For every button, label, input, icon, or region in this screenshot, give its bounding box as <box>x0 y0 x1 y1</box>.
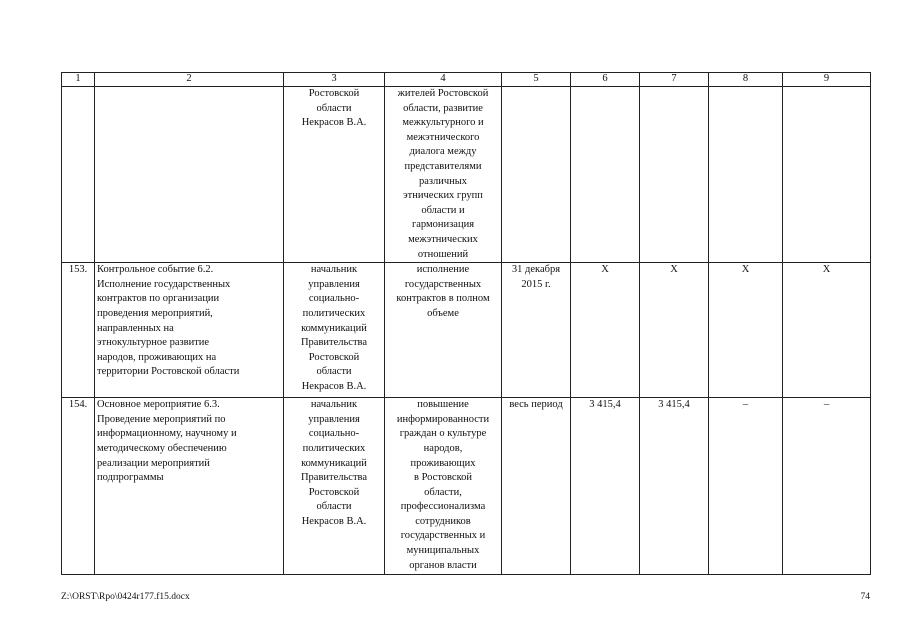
deadline: 31 декабря 2015 г. <box>502 263 571 398</box>
table-row <box>62 398 871 575</box>
document-table <box>61 72 871 575</box>
expected-result: исполнение государственных контрактов в полном объеме <box>385 263 502 398</box>
activity-name: Контрольное событие 6.2. Исполнение государственных контрактов по организации проведения мероприятий, направленных на этнокультурное развитие народов, проживающих на территории Ростовской области <box>95 263 284 398</box>
activity-name <box>95 87 284 263</box>
responsible-person: Ростовской области Некрасов В.А. <box>284 87 385 263</box>
responsible-person: начальник управления социально- политических коммуникаций Правительства Ростовской области Некрасов В.А. <box>284 263 385 398</box>
column-header: 4 <box>385 73 502 87</box>
col6-value <box>571 87 640 263</box>
col8-value: Х <box>709 263 783 398</box>
table-row <box>62 87 871 263</box>
col7-value: Х <box>640 263 709 398</box>
expected-result: жителей Ростовской области, развитие межкультурного и межэтнического диалога между представителями различных этнических групп области и гармонизация межэтнических отношений <box>385 87 502 263</box>
row-number: 154. <box>62 398 95 575</box>
col6-value: Х <box>571 263 640 398</box>
col9-value: – <box>783 398 871 575</box>
deadline: весь период <box>502 398 571 575</box>
col8-value: – <box>709 398 783 575</box>
col9-value <box>783 87 871 263</box>
table-row <box>62 263 871 398</box>
responsible-person: начальник управления социально- политических коммуникаций Правительства Ростовской области Некрасов В.А. <box>284 398 385 575</box>
column-header: 5 <box>502 73 571 87</box>
row-number: 153. <box>62 263 95 398</box>
col9-value: Х <box>783 263 871 398</box>
deadline <box>502 87 571 263</box>
page-number: 74 <box>860 592 870 602</box>
row-number <box>62 87 95 263</box>
table-header-row <box>62 73 871 87</box>
column-header: 2 <box>95 73 284 87</box>
column-header: 3 <box>284 73 385 87</box>
file-path: Z:\ORST\Rpo\0424r177.f15.docx <box>61 592 190 602</box>
column-header: 9 <box>783 73 871 87</box>
column-header: 6 <box>571 73 640 87</box>
column-header: 1 <box>62 73 95 87</box>
col8-value <box>709 87 783 263</box>
col7-value: 3 415,4 <box>640 398 709 575</box>
column-header: 8 <box>709 73 783 87</box>
column-header: 7 <box>640 73 709 87</box>
col6-value: 3 415,4 <box>571 398 640 575</box>
col7-value <box>640 87 709 263</box>
activity-name: Основное мероприятие 6.3. Проведение мероприятий по информационному, научному и методическому обеспечению реализации мероприятий подпрограммы <box>95 398 284 575</box>
expected-result: повышение информированности граждан о культуре народов, проживающих в Ростовской области, профессионализма сотрудников государственных и муниципальных органов власти <box>385 398 502 575</box>
